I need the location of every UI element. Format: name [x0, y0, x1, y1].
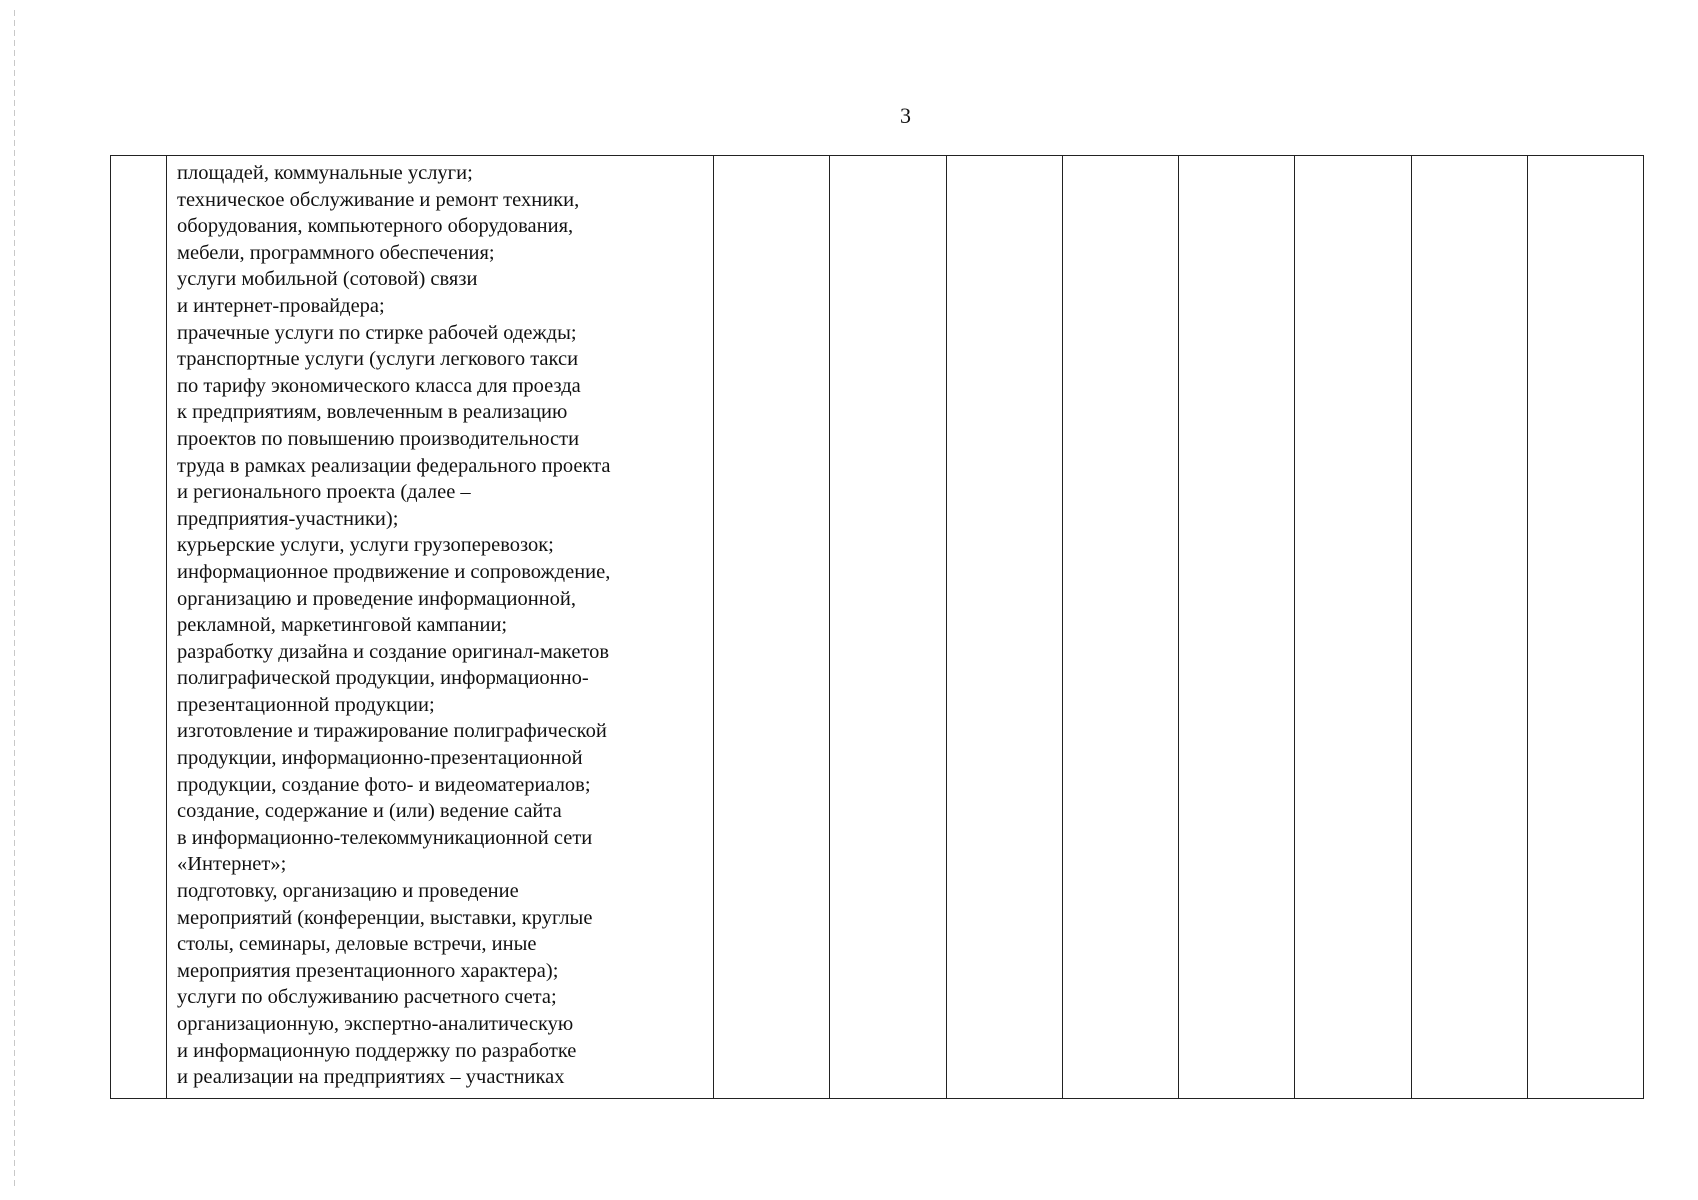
- text-line: техническое обслуживание и ремонт техники,: [177, 188, 580, 211]
- text-line: оборудования, компьютерного оборудования,: [177, 215, 574, 238]
- text-line: проектов по повышению производительности: [177, 427, 580, 450]
- text-line: услуги по обслуживанию расчетного счета;: [177, 986, 557, 1009]
- text-line: разработку дизайна и создание оригинал-макетов: [177, 640, 610, 663]
- empty-cell: [1411, 156, 1527, 1099]
- text-line: «Интернет»;: [177, 853, 287, 876]
- description-cell: [167, 156, 714, 1099]
- text-line: рекламной, маркетинговой кампании;: [177, 614, 508, 637]
- text-line: и информационную поддержку по разработке: [177, 1039, 577, 1062]
- text-line: курьерские услуги, услуги грузоперевозок;: [177, 534, 554, 557]
- text-line: прачечные услуги по стирке рабочей одежды;: [177, 321, 577, 344]
- text-line: полиграфической продукции, информационно-: [177, 667, 589, 690]
- table-row: [111, 156, 1644, 1099]
- text-line: презентационной продукции;: [177, 693, 435, 716]
- empty-cell: [1295, 156, 1411, 1099]
- empty-cell: [1527, 156, 1643, 1099]
- text-line: и регионального проекта (далее –: [177, 481, 471, 504]
- empty-cell: [830, 156, 946, 1099]
- text-line: мероприятия презентационного характера);: [177, 959, 559, 982]
- text-line: столы, семинары, деловые встречи, иные: [177, 933, 537, 956]
- text-line: и реализации на предприятиях – участниках: [177, 1066, 565, 1089]
- text-line: по тарифу экономического класса для проезда: [177, 374, 581, 397]
- text-line: мебели, программного обеспечения;: [177, 241, 495, 264]
- text-line: организацию и проведение информационной,: [177, 587, 576, 610]
- empty-cell: [1179, 156, 1295, 1099]
- text-line: площадей, коммунальные услуги;: [177, 162, 473, 184]
- text-line: продукции, создание фото- и видеоматериалов;: [177, 773, 591, 796]
- text-line: мероприятий (конференции, выставки, круглые: [177, 906, 593, 929]
- text-line: услуги мобильной (сотовой) связи: [177, 268, 478, 291]
- text-line: и интернет-провайдера;: [177, 294, 385, 317]
- text-line: подготовку, организацию и проведение: [177, 880, 519, 903]
- text-line: изготовление и тиражирование полиграфической: [177, 720, 607, 743]
- text-line: информационное продвижение и сопровождение,: [177, 560, 611, 583]
- page-number: 3: [900, 103, 911, 128]
- scan-edge-mark: [14, 10, 15, 1190]
- text-line: в информационно-телекоммуникационной сети: [177, 826, 593, 849]
- text-line: организационную, экспертно-аналитическую: [177, 1013, 574, 1035]
- empty-cell: [1062, 156, 1178, 1099]
- empty-cell: [946, 156, 1062, 1099]
- text-line: предприятия-участники);: [177, 507, 399, 530]
- text-line: продукции, информационно-презентационной: [177, 747, 583, 770]
- text-line: к предприятиям, вовлеченным в реализацию: [177, 401, 568, 424]
- text-line: труда в рамках реализации федерального проекта: [177, 454, 611, 477]
- empty-cell: [714, 156, 830, 1099]
- number-cell: [111, 156, 167, 1099]
- document-table: [110, 155, 1644, 1099]
- text-line: транспортные услуги (услуги легкового такси: [177, 348, 579, 371]
- text-line: создание, содержание и (или) ведение сайта: [177, 800, 562, 823]
